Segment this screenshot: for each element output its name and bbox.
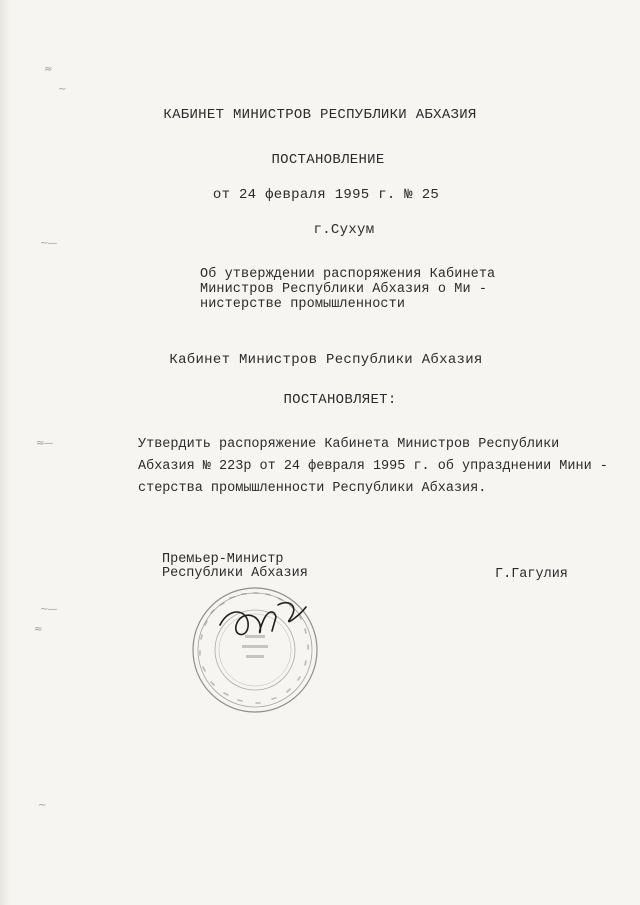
signatory-title-line: Республики Абхазия — [162, 566, 308, 581]
signatory-name: Г.Гагулия — [495, 567, 568, 582]
document-date-number: от 24 февраля 1995 г. № 25 — [212, 187, 440, 203]
document-body — [138, 434, 608, 500]
margin-mark: ∼— — [40, 604, 57, 615]
margin-mark: ≈— — [36, 438, 53, 449]
subject-line: нистерстве промышленности — [200, 297, 406, 312]
signatory-title-line: Премьер-Министр — [162, 552, 284, 567]
document-city: г.Сухум — [313, 222, 375, 238]
document-resolves: ПОСТАНОВЛЯЕТ: — [283, 392, 397, 408]
document-issuer: Кабинет Министров Республики Абхазия — [169, 352, 483, 368]
body-line: Утвердить распоряжение Кабинета Министров Республики — [138, 437, 560, 452]
signature-icon — [220, 603, 306, 635]
official-seal-icon — [190, 585, 320, 715]
margin-mark: ≈ — [34, 624, 42, 635]
margin-mark: ∼ — [58, 84, 66, 95]
subject-line: Об утверждении распоряжения Кабинета — [200, 267, 496, 282]
margin-mark: ∼ — [38, 800, 46, 811]
document-subject — [200, 267, 500, 312]
document-type: ПОСТАНОВЛЕНИЕ — [271, 152, 385, 168]
body-line: стерства промышленности Республики Абхазия. — [138, 481, 487, 496]
subject-line: Министров Республики Абхазия о Ми - — [200, 282, 488, 297]
document-header: КАБИНЕТ МИНИСТРОВ РЕСПУБЛИКИ АБХАЗИЯ — [163, 107, 477, 123]
margin-mark: ∼— — [40, 238, 57, 249]
binding-edge — [0, 0, 10, 905]
body-line: Абхазия № 223р от 24 февраля 1995 г. об упразднении Мини - — [138, 459, 608, 474]
margin-mark: ≈ — [44, 64, 52, 75]
signatory-title — [162, 553, 308, 581]
